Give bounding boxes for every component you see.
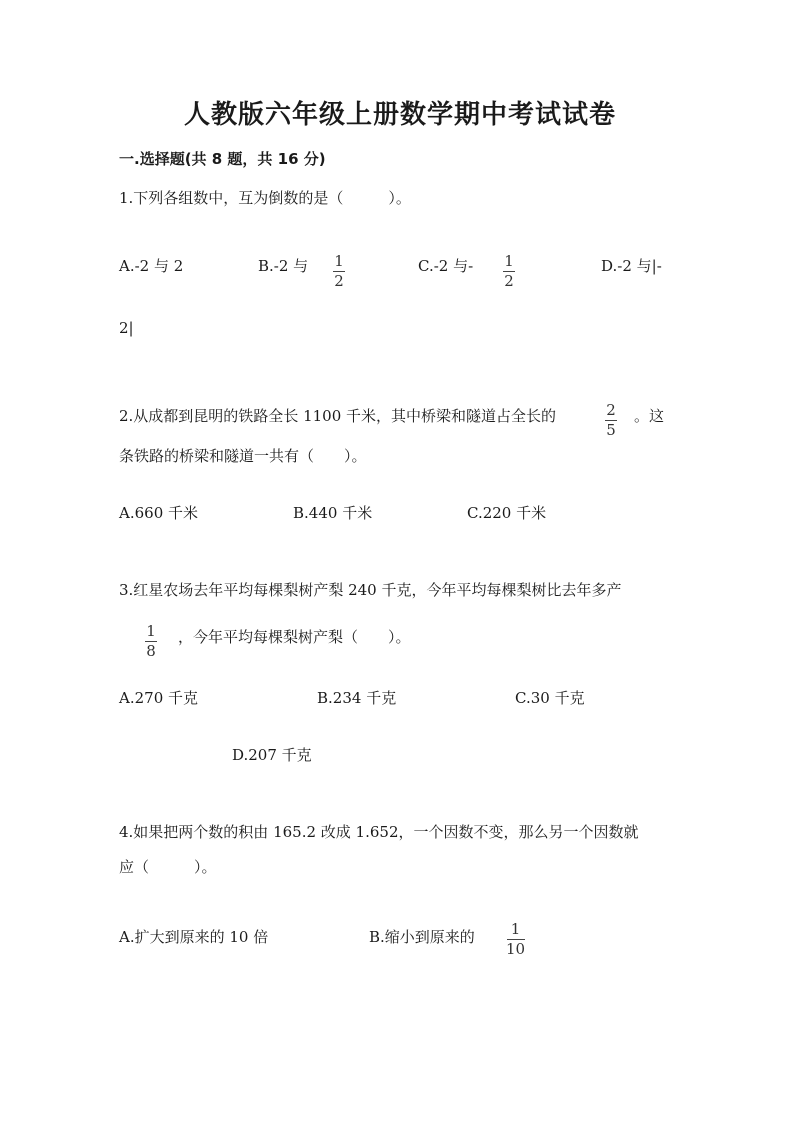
question-2-stem-line1-end: 。这: [634, 407, 665, 425]
question-2-option-a: A.660 千米: [119, 504, 198, 522]
question-1-option-d: D.-2 与|-: [601, 257, 662, 275]
question-4-option-b-fraction: [506, 921, 525, 958]
question-2-option-b: B.440 千米: [293, 504, 373, 522]
page-title: 人教版六年级上册数学期中考试试卷: [183, 100, 616, 130]
question-3-fraction: [145, 623, 157, 660]
fraction-denominator: 10: [506, 940, 526, 958]
question-4-stem-line1: 4.如果把两个数的积由 165.2 改成 1.652，一个因数不变，那么另一个因数就: [119, 823, 639, 841]
question-2-fraction: [605, 402, 617, 439]
fraction-denominator: 8: [146, 642, 156, 660]
question-1-option-d-continued: 2|: [119, 319, 134, 337]
question-3-stem-line2: ，今年平均每棵梨树产梨（ ）。: [178, 628, 411, 646]
question-3-option-a: A.270 千克: [119, 689, 198, 707]
fraction-denominator: 2: [504, 272, 514, 290]
section-heading: 一.选择题(共 8 题，共 16 分): [119, 150, 326, 168]
question-4-option-b: B.缩小到原来的: [369, 928, 475, 946]
question-3-option-c: C.30 千克: [515, 689, 585, 707]
question-1-option-b-fraction: [333, 253, 345, 290]
question-1-option-c: C.-2 与-: [418, 257, 474, 275]
question-3-option-b: B.234 千克: [317, 689, 397, 707]
question-2-stem-line1: 2.从成都到昆明的铁路全长 1100 千米，其中桥梁和隧道占全长的: [119, 407, 557, 425]
question-1-option-b: B.-2 与: [258, 257, 309, 275]
question-4-stem-line2: 应（ ）。: [119, 858, 217, 876]
fraction-denominator: 5: [606, 421, 616, 439]
question-4-option-a: A.扩大到原来的 10 倍: [119, 928, 269, 946]
question-1-option-a: A.-2 与 2: [119, 257, 184, 275]
fraction-numerator: 1: [510, 920, 521, 938]
question-1-option-c-fraction: [503, 253, 515, 290]
fraction-numerator: 1: [504, 252, 514, 270]
fraction-numerator: 2: [606, 401, 616, 419]
fraction-denominator: 2: [334, 272, 344, 290]
fraction-numerator: 1: [146, 622, 156, 640]
question-2-option-c: C.220 千米: [467, 504, 547, 522]
question-3-stem-line1: 3.红星农场去年平均每棵梨树产梨 240 千克，今年平均每棵梨树比去年多产: [119, 581, 622, 599]
question-1-stem: 1.下列各组数中，互为倒数的是（ ）。: [119, 189, 411, 207]
question-2-stem-line2: 条铁路的桥梁和隧道一共有（ ）。: [119, 447, 367, 465]
fraction-numerator: 1: [334, 252, 344, 270]
question-3-option-d: D.207 千克: [232, 746, 312, 764]
